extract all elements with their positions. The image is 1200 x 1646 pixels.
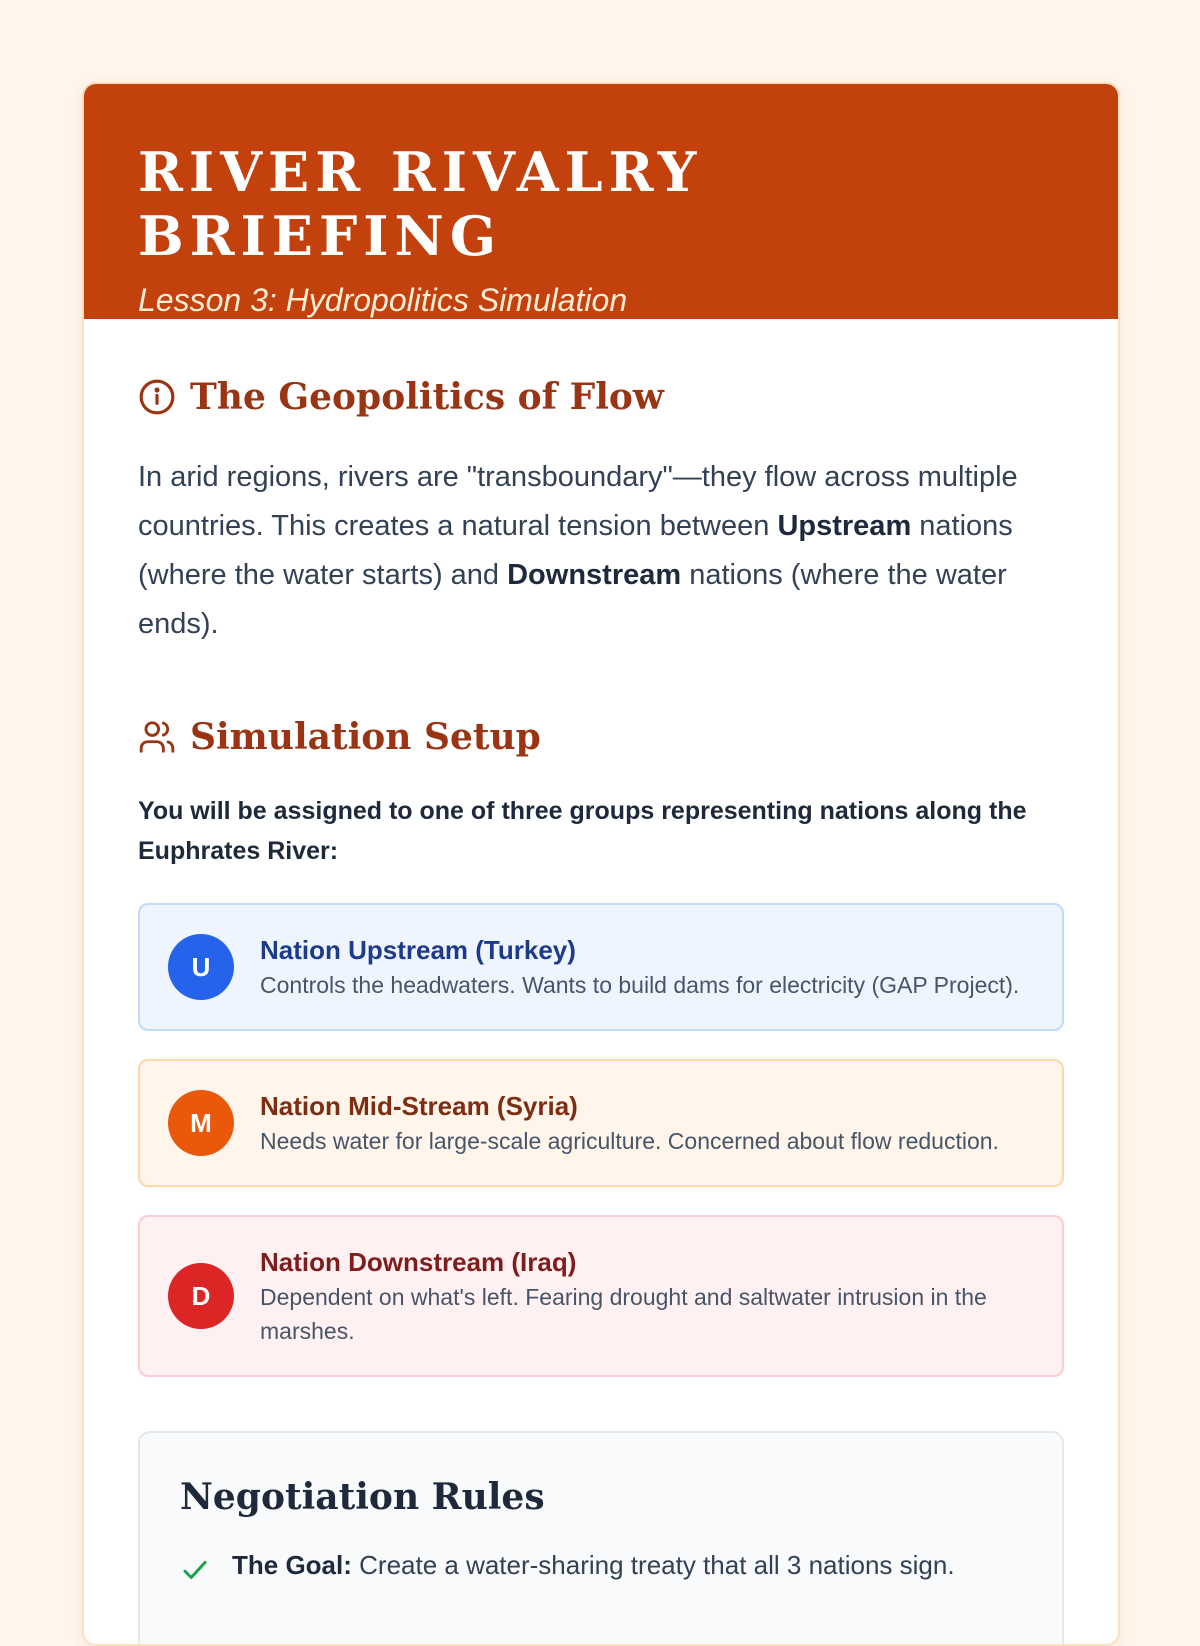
nation-midstream-card <box>138 1059 1064 1187</box>
nation-downstream-name: Nation Downstream (Iraq) <box>260 1247 577 1277</box>
nation-downstream-badge: D <box>168 1263 234 1329</box>
nation-midstream-badge: M <box>168 1090 234 1156</box>
upstream-term: Upstream <box>777 510 912 542</box>
setup-lead: You will be assigned to one of three groups representing nations along the Euphrates River: <box>138 797 1027 865</box>
nation-midstream-name: Nation Mid-Stream (Syria) <box>260 1091 578 1121</box>
negotiation-rules-panel <box>138 1431 1064 1646</box>
page-subtitle: Lesson 3: Hydropolitics Simulation <box>138 282 628 318</box>
nation-downstream-card <box>138 1215 1064 1377</box>
geopolitics-heading-text: The Geopolitics of Flow <box>190 376 664 418</box>
nation-midstream-text <box>260 1088 999 1158</box>
nation-upstream-name: Nation Upstream (Turkey) <box>260 935 576 965</box>
briefing-header <box>84 84 1118 319</box>
users-icon <box>138 718 176 756</box>
info-circle-icon <box>138 378 176 416</box>
rule-text <box>232 1547 955 1583</box>
negotiation-rules-title: Negotiation Rules <box>180 1476 545 1518</box>
nation-upstream-description: Controls the headwaters. Wants to build dams for electricity (GAP Project). <box>260 972 1020 998</box>
nation-midstream-description: Needs water for large-scale agriculture. Concerned about flow reduction. <box>260 1128 999 1154</box>
rule-item <box>180 1547 1022 1585</box>
page-title: RIVER RIVALRY BRIEFING <box>138 140 703 268</box>
nation-downstream-description: Dependent on what's left. Fearing drought and saltwater intrusion in the marshes. <box>260 1284 987 1344</box>
simulation-setup-heading <box>138 715 1064 759</box>
nation-upstream-card <box>138 903 1064 1031</box>
nation-downstream-text <box>260 1244 1034 1348</box>
check-icon <box>180 1555 210 1585</box>
rule-label: The Goal: <box>232 1550 352 1580</box>
intro-text-2: nations (where the water starts) and <box>138 510 1013 591</box>
briefing-content <box>84 319 1118 1646</box>
geopolitics-heading <box>138 375 1064 419</box>
briefing-card <box>82 82 1120 1646</box>
nation-upstream-badge: U <box>168 934 234 1000</box>
rule-description: Create a water-sharing treaty that all 3 nations sign. <box>351 1550 955 1580</box>
geopolitics-paragraph <box>138 453 1064 649</box>
intro-text-1: In arid regions, rivers are "transboundary"—they flow across multiple countries. This creates a natural tension between <box>138 461 1018 542</box>
nation-upstream-text <box>260 932 1019 1002</box>
intro-text-3: nations (where the water ends). <box>138 559 1007 640</box>
downstream-term: Downstream <box>507 559 682 591</box>
simulation-setup-heading-text: Simulation Setup <box>190 716 541 758</box>
